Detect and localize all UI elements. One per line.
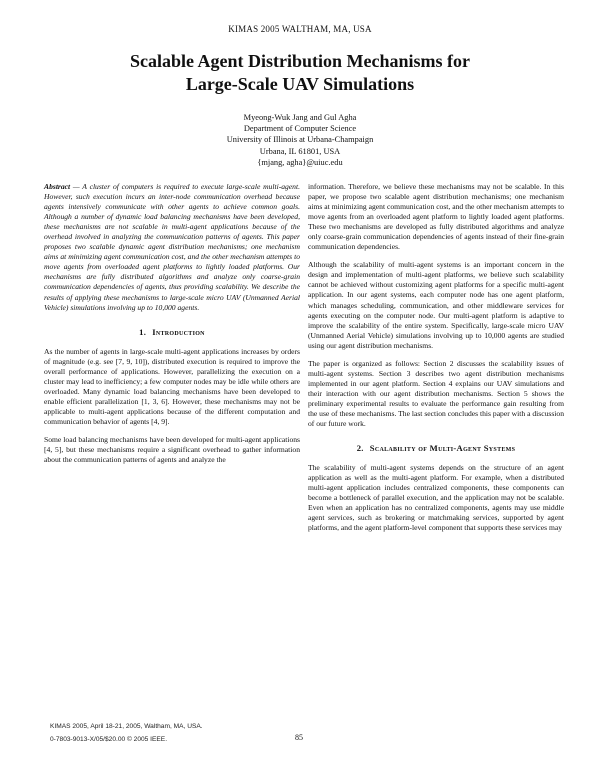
author-names: Myeong-Wuk Jang and Gul Agha — [243, 113, 357, 122]
section-2-paragraph-1: The scalability of multi-agent systems depends on the structure of an agent application as well as the multi-agent platform. For example, when a distributed multi-agent application includes centralized components, these components can become a bottleneck of parallel execution, and the application may not be scalable. Even when an application has no centralized components, agents may use middle agent services, such as brokering or matchmaking services, supported by agent platforms, and the agent platform-level component that supports these services may — [308, 463, 564, 533]
title-line-2: Large-Scale UAV Simulations — [185, 74, 415, 94]
section-2-title: Scalability of Multi-Agent Systems — [369, 443, 516, 454]
section-2-heading — [308, 443, 564, 453]
page-number: 85 — [295, 733, 303, 742]
footer-notice — [50, 720, 330, 746]
abstract-label: Abstract — [44, 182, 71, 191]
title-line-1: Scalable Agent Distribution Mechanisms for — [130, 51, 470, 71]
section-1-title: Introduction — [152, 326, 205, 337]
author-block — [0, 112, 600, 168]
intro-paragraph-4: Although the scalability of multi-agent systems is an important concern in the design and implementation of multi-agent platforms, we believe such scalability cannot be achieved without customizing agent platforms for a specific multi-agent application. In our agent systems, each computer node has one agent platform, which manages scheduling, communication, and other middleware services for agents executing on the computer node. Our multi-agent platform is adaptive to improve the scalability of the entire system. Specifically, large-scale micro UAV (Unmanned Aerial Vehicle) simulations involving up to 10,000 agents are studied using our agent distribution mechanisms. — [308, 260, 564, 350]
footer-conference: KIMAS 2005, April 18-21, 2005, Waltham, MA, USA. — [50, 723, 203, 730]
section-1-number: 1. — [139, 326, 147, 337]
right-column — [308, 182, 564, 541]
left-column — [44, 182, 300, 473]
intro-paragraph-1: As the number of agents in large-scale multi-agent applications increases by orders of magnitude (e.g. see [7, 9, 10]), distributed execution is required to improve the overall performance of applications. However, parallelizing the execution on a cluster may lead to inefficiency; a few computer nodes may be idle while others are overloaded. Many dynamic load balancing mechanisms have been developed to enable efficient parallelization [1, 3, 6]. However, these mechanisms may not be applicable to multi-agent applications because of the different computation and communication behavior of agents [4, 9]. — [44, 346, 300, 426]
section-1-heading — [44, 327, 300, 337]
intro-paragraph-3: information. Therefore, we believe these mechanisms may not be scalable. In this paper, we propose two scalable agent distribution mechanisms; one mechanism aims at minimizing agent communication cost, and the other mechanism attempts to move agents from an overloaded agent platform to lightly loaded agent platforms. These two mechanisms are developed as fully distributed algorithms and analyze only coarse-grain communication dependencies of agents instead of their fine-grain communication dependencies. — [308, 182, 564, 252]
paper-title — [0, 50, 600, 96]
footer-copyright: 0-7803-9013-X/05/$20.00 © 2005 IEEE. — [50, 736, 168, 743]
author-university: University of Illinois at Urbana-Champaign — [226, 135, 374, 145]
section-2-number: 2. — [356, 443, 364, 454]
conference-header: KIMAS 2005 WALTHAM, MA, USA — [228, 24, 372, 34]
abstract — [44, 182, 300, 313]
author-email: {mjang, agha}@uiuc.edu — [257, 157, 343, 167]
author-department: Department of Computer Science — [243, 124, 357, 134]
intro-paragraph-2: Some load balancing mechanisms have been developed for multi-agent applications [4, 5], but these mechanisms require a significant overhead to gather information about the communication patterns of agents and analyze the — [44, 435, 300, 465]
author-address: Urbana, IL 61801, USA — [259, 146, 341, 156]
abstract-text: — A cluster of computers is required to execute large-scale multi-agent. However, such execution incurs an inter-node communication overhead because agents intensively communicate with other agents to achieve common goals. Although a number of dynamic load balancing mechanisms have been developed, these mechanisms are not scalable in multi-agent applications because of the overhead involved in analyzing the communication patterns of agents. This paper proposes two scalable dynamic agent distribution mechanisms; one mechanism aims at minimizing agent communication cost, and the other mechanism attempts to move agents from overloaded agent platforms to lightly loaded platforms. Our mechanisms are fully distributed algorithms and analyze only coarse-grain communication dependencies of agents, thus providing scalability. We describe the results of applying these mechanisms to large-scale micro UAV (Unmanned Aerial Vehicle) simulations involving up to 10,000 agents. — [44, 182, 300, 312]
intro-paragraph-5: The paper is organized as follows: Section 2 discusses the scalability issues of multi-agent systems. Section 3 describes two agent distribution mechanisms implemented in our agent platform. Section 4 explains our UAV simulations and their interaction with our agent distribution mechanisms. Section 5 shows the preliminary experimental results to evaluate the performance gain resulting from the use of these mechanisms. The last section concludes this paper with a discussion of our future work. — [308, 358, 564, 429]
